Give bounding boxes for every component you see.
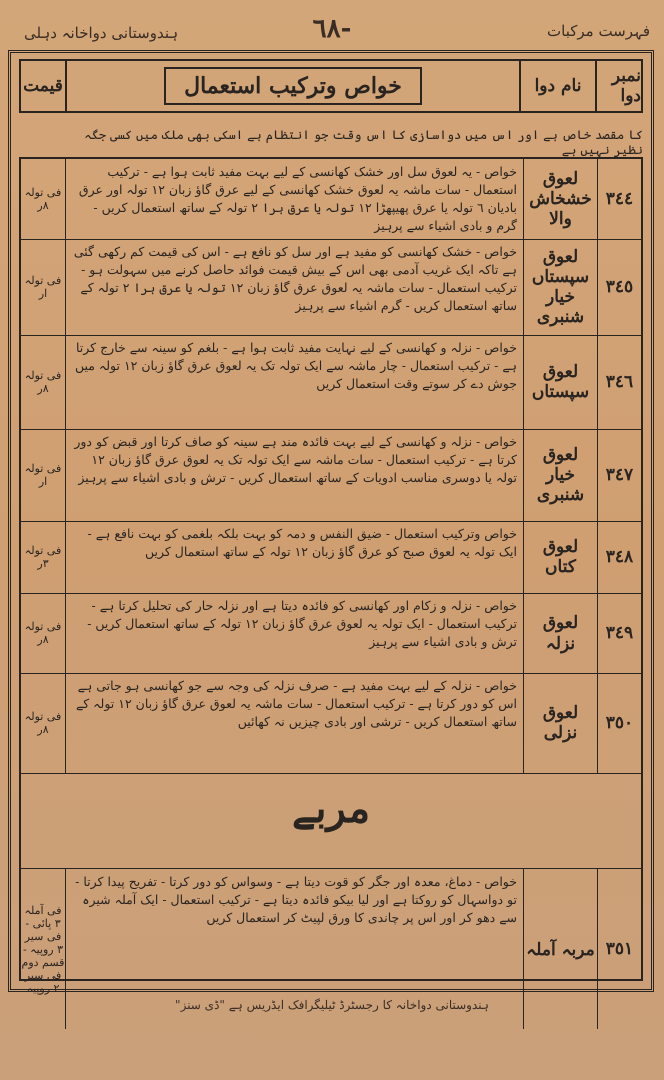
price-amount: ٨ر — [37, 723, 49, 736]
price-unit: فی تولہ — [24, 620, 62, 633]
table-row — [21, 593, 641, 674]
row-name: لعوق سپستاں خیار شنبری — [523, 239, 597, 335]
row-price — [21, 521, 65, 593]
price-unit: فی تولہ — [24, 462, 62, 475]
table-frame — [8, 50, 654, 995]
price-unit: فی تولہ — [24, 544, 62, 557]
price-amount: ار — [38, 475, 48, 488]
row-price — [21, 159, 65, 239]
price-unit: فی تولہ — [24, 274, 62, 287]
row-name: لعوق نزلہ — [523, 593, 597, 673]
row-description: خواص - دماغ، معدہ اور جگر کو قوت دیتا ہے - وسواس کو دور کرتا - تفریح پیدا کرتا - تو دواسہال کو روکتا ہے اور لیا بیکو فائدہ دیتا ہے - ترکیب استعمال - ایک آملہ شیرہ سے دھو کر اور اس پر چاندی کا ورق لپیٹ کر استعمال کریں — [65, 869, 523, 1029]
price-amount: ٨ر — [37, 199, 49, 212]
row-number: ٣٤٩ — [597, 593, 641, 673]
table-body — [19, 157, 643, 995]
row-name: لعوق خیار شنبری — [523, 429, 597, 521]
price-unit: فی تولہ — [24, 369, 62, 382]
row-price — [21, 593, 65, 673]
row-number: ٣٤٤ — [597, 159, 641, 239]
row-description: خواص - نزلہ و زکام اور کھانسی کو فائدہ دیتا ہے اور نزلہ حار کی تحلیل کرتا ہے - ترکیب استعمال - ایک تولہ یہ لعوق عرق گاؤ زبان ١٢ تولہ کے ساتھ استعمال کریں - ترش و بادی اشیاء سے پرہیز — [65, 593, 523, 673]
row-description: خواص - نزلہ و کھانسی کے لیے بہت فائدہ مند ہے سینہ کو صاف کرتا اور قبض کو دور کرتا ہے - ترکیب استعمال - سات ماشہ سے ایک تولہ تک یہ لعوق عرق گاؤ زبان ١٢ تولہ یا دوسری مناسب ادویات کے ساتھ استعمال کریں - ترش و بادی اشیاء سے پرہیز — [65, 429, 523, 521]
table-row — [21, 673, 641, 774]
row-price — [21, 335, 65, 429]
row-description: خواص وترکیب استعمال - ضیق النفس و دمہ کو بہت بلکہ بلغمی کو بہت نافع ہے - ایک تولہ یہ لعوق صبح کو عرق گاؤ زبان ١٢ تولہ کے ساتھ استعمال کریں — [65, 521, 523, 593]
row-name: لعوق نزلی — [523, 673, 597, 773]
row-description: خواص - نزلہ و کھانسی کے لیے نہایت مفید ثابت ہوا ہے - بلغم کو سینہ سے خارج کرتا ہے - ترکیب استعمال - چار ماشہ سے ایک تولہ تک یہ لعوق عرق گاؤ زبان ١٢ تولہ میں جوش دے کر سوتے وقت استعمال کریں — [65, 335, 523, 429]
row-name: مربہ آملہ — [523, 869, 597, 1029]
running-head-section: فہرست مرکبات — [547, 22, 650, 40]
row-description: خواص - یہ لعوق سل اور خشک کھانسی کے لیے بہت مفید ثابت ہوا ہے - ترکیب استعمال - سات ماشہ یہ لعوق خشک کھانسی کے لیے عرق گاؤ زبان ١٢ تولہ اور عرق بادیان ٦ تولہ یا عرق پھیپھڑا ١٢ تولہ یا عرق ہرا ٢ تولہ کے ساتھ استعمال کریں - گرم و بادی اشیاء سے پرہیز — [65, 159, 523, 239]
header-main-title: خواص وترکیب استعمال — [164, 67, 422, 105]
row-price — [21, 429, 65, 521]
price-amount: ٨ر — [37, 382, 49, 395]
row-price — [21, 673, 65, 773]
row-number: ٣٥١ — [597, 869, 641, 1029]
price-unit: فی تولہ — [24, 186, 62, 199]
header-price: قیمت — [23, 76, 63, 96]
row-price — [21, 239, 65, 335]
table-row — [21, 159, 641, 240]
header-number: نمبر دوا — [595, 61, 641, 111]
row-name: لعوق کتاں — [523, 521, 597, 593]
header-name: نام دوا — [519, 61, 595, 111]
row-price: فی آملہ ٣ پائی - فی سیر ٣ روپیہ - قسم دوم فی سیر ٢ روپیہ — [21, 903, 65, 995]
table-row — [21, 521, 641, 594]
table-row — [21, 429, 641, 522]
header-main — [65, 61, 519, 111]
row-description: خواص - نزلہ کے لیے بہت مفید ہے - صرف نزلہ کی وجہ سے جو کھانسی ہو جاتی ہے اس کو دور کرتا ہے - ترکیب استعمال - سات ماشہ یہ لعوق عرق گاؤ زبان ١٢ تولہ کے ساتھ استعمال کریں - ترشی اور بادی چیزیں نہ کھائیں — [65, 673, 523, 773]
row-number: ٣٤٧ — [597, 429, 641, 521]
running-head-publisher: ہندوستانی دواخانہ دہلی — [24, 24, 179, 42]
footer-note: ہندوستانی دواخانہ کا رجسٹرڈ ٹیلیگرافک ایڈریس ہے "ڈی سنز" — [175, 998, 489, 1012]
page-number: -٦٨ — [312, 14, 352, 44]
price-amount: ار — [38, 287, 48, 300]
price-amount: ٣ر — [37, 557, 49, 570]
row-description: خواص - خشک کھانسی کو مفید ہے اور سل کو نافع ہے - اس کی قیمت کم رکھی گئی ہے تاکہ ایک غریب آدمی بھی اس کے بیش قیمت فوائد حاصل کرنے میں سہولت ہو - ترکیب استعمال - سات ماشہ یہ لعوق عرق گاؤ زبان ١٢ تولہ یا عرق ہرا ٢ تولہ کے ساتھ استعمال کریں - گرم اشیاء سے پرہیز — [65, 239, 523, 335]
row-number: ٣٤٥ — [597, 239, 641, 335]
intro-line: کا مقصد خاص ہے اور اس میں دواسازی کا اس وقت جو انتظام ہے اسکی بھی ملک میں کسی جگہ نظیر نہیں ہے — [84, 127, 643, 157]
price-amount: ٨ر — [37, 633, 49, 646]
table-row — [21, 239, 641, 336]
row-name: لعوق خشخاش والا — [523, 159, 597, 239]
table-row — [21, 335, 641, 430]
row-name: لعوق سپستاں — [523, 335, 597, 429]
row-number: ٣٤٨ — [597, 521, 641, 593]
price-unit: فی تولہ — [24, 710, 62, 723]
running-head — [0, 14, 664, 48]
row-number: ٣٤٦ — [597, 335, 641, 429]
section-title: مربے — [21, 773, 641, 869]
row-number: ٣٥٠ — [597, 673, 641, 773]
table-header — [19, 59, 643, 113]
